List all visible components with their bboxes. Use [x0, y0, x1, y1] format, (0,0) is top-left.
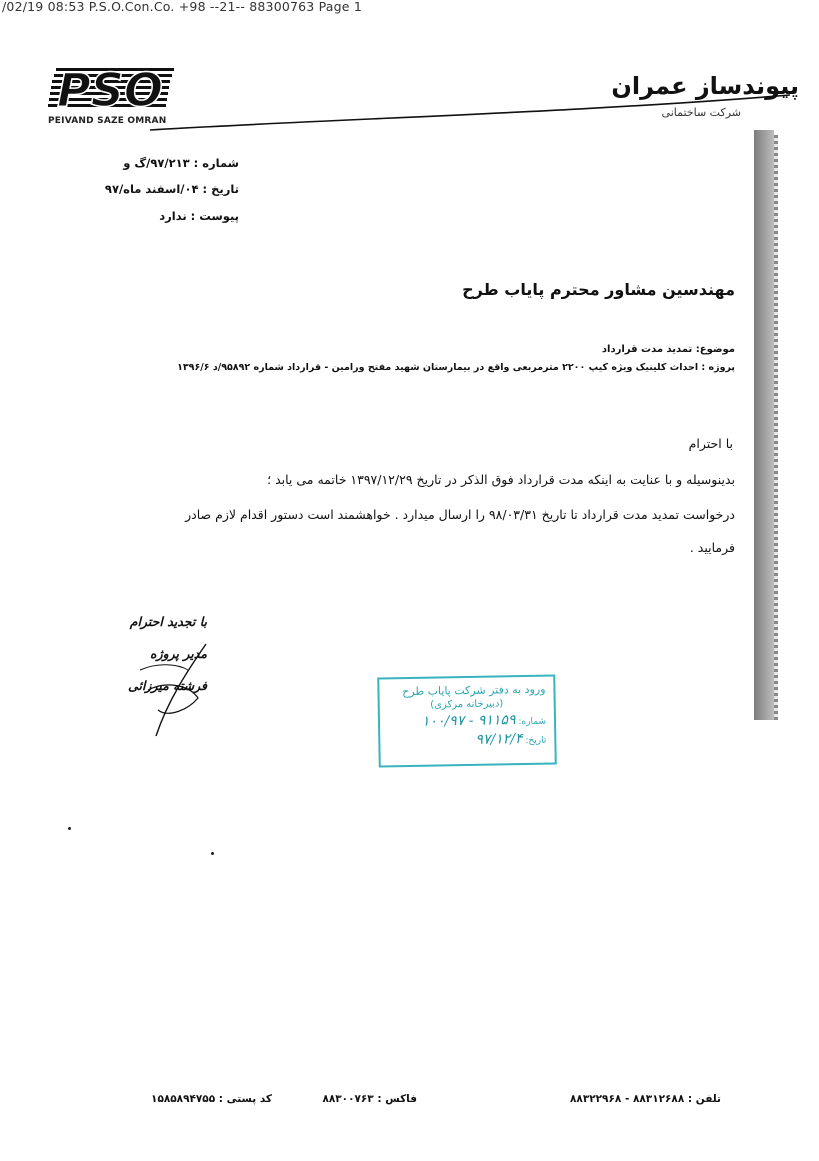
body-line-2: درخواست تمدید مدت قرارداد تا تاریخ ۹۸/۰۳/۳۱ را ارسال میدارد . خواهشمند است دستور اقدام لازم صادر — [185, 507, 735, 522]
letter-attachment: پیوست : ندارد — [159, 209, 239, 223]
logo-letters: PSO — [57, 63, 163, 116]
receipt-stamp — [377, 674, 557, 767]
brand-name: پیوندساز عمران — [611, 72, 799, 100]
company-brand — [611, 72, 799, 119]
footer-fax: فاکس : ۸۸۳۰۰۷۶۳ — [322, 1093, 417, 1105]
footer-postal-code: کد پستی : ۱۵۸۵۸۹۴۷۵۵ — [151, 1093, 272, 1105]
letter-number: شماره : ۹۷/۲۱۳/گ و — [123, 156, 239, 170]
project-line: پروژه : احداث کلینیک ویژه کیپ ۲۲۰۰ مترمربعی واقع در بیمارستان شهید مفتح ورامین - قرارداد شماره ۹۵۸۹۲/د ۱۳۹۶/۶ — [177, 362, 735, 373]
brand-subtitle: شرکت ساختمانی — [661, 106, 741, 119]
body-line-3: فرمایید . — [689, 540, 735, 555]
stamp-date-label: تاریخ: — [525, 735, 547, 746]
stamp-number-row — [388, 712, 546, 731]
greeting: با احترام — [688, 436, 733, 451]
stamp-title: ورود به دفتر شرکت پایاب طرح — [402, 682, 546, 699]
fax-header: /02/19 08:53 P.S.O.Con.Co. +98 --21-- 88300763 Page 1 — [2, 0, 363, 14]
body-line-1: بدینوسیله و با عنایت به اینکه مدت قرارداد فوق الذکر در تاریخ ۱۳۹۷/۱۲/۲۹ خاتمه می یابد ؛ — [267, 472, 735, 487]
closing-name: فرشته میرزائی — [128, 678, 207, 693]
stamp-number-value: ۹۱۱۵۹ - ۱۰۰/۹۷ — [421, 712, 516, 730]
scan-edge-pattern — [774, 135, 778, 720]
scan-speck — [211, 852, 214, 855]
footer-phone: تلفن : ۸۸۳۱۲۶۸۸ - ۸۸۳۲۲۹۶۸ — [570, 1093, 721, 1105]
scan-edge-strip — [754, 130, 774, 720]
stamp-date-row — [388, 731, 546, 750]
closing-title: مدیر پروژه — [150, 646, 207, 661]
subject-line: موضوع: تمدید مدت قرارداد — [601, 344, 735, 355]
closing-regards: با تجدید احترام — [129, 614, 207, 629]
letter-date: تاریخ : ۰۴/اسفند ماه/۹۷ — [104, 182, 239, 196]
stamp-number-label: شماره: — [518, 716, 547, 728]
recipient: مهندسین مشاور محترم پایاب طرح — [462, 280, 735, 299]
stamp-date-value: ۹۷/۱۲/۴ — [475, 731, 523, 748]
scan-speck — [68, 827, 71, 830]
handwritten-signature — [128, 640, 218, 740]
logo-subtitle: PEIVAND SAZE OMRAN — [48, 116, 167, 126]
stamp-department: (دبیرخانه مرکزی) — [430, 698, 504, 711]
